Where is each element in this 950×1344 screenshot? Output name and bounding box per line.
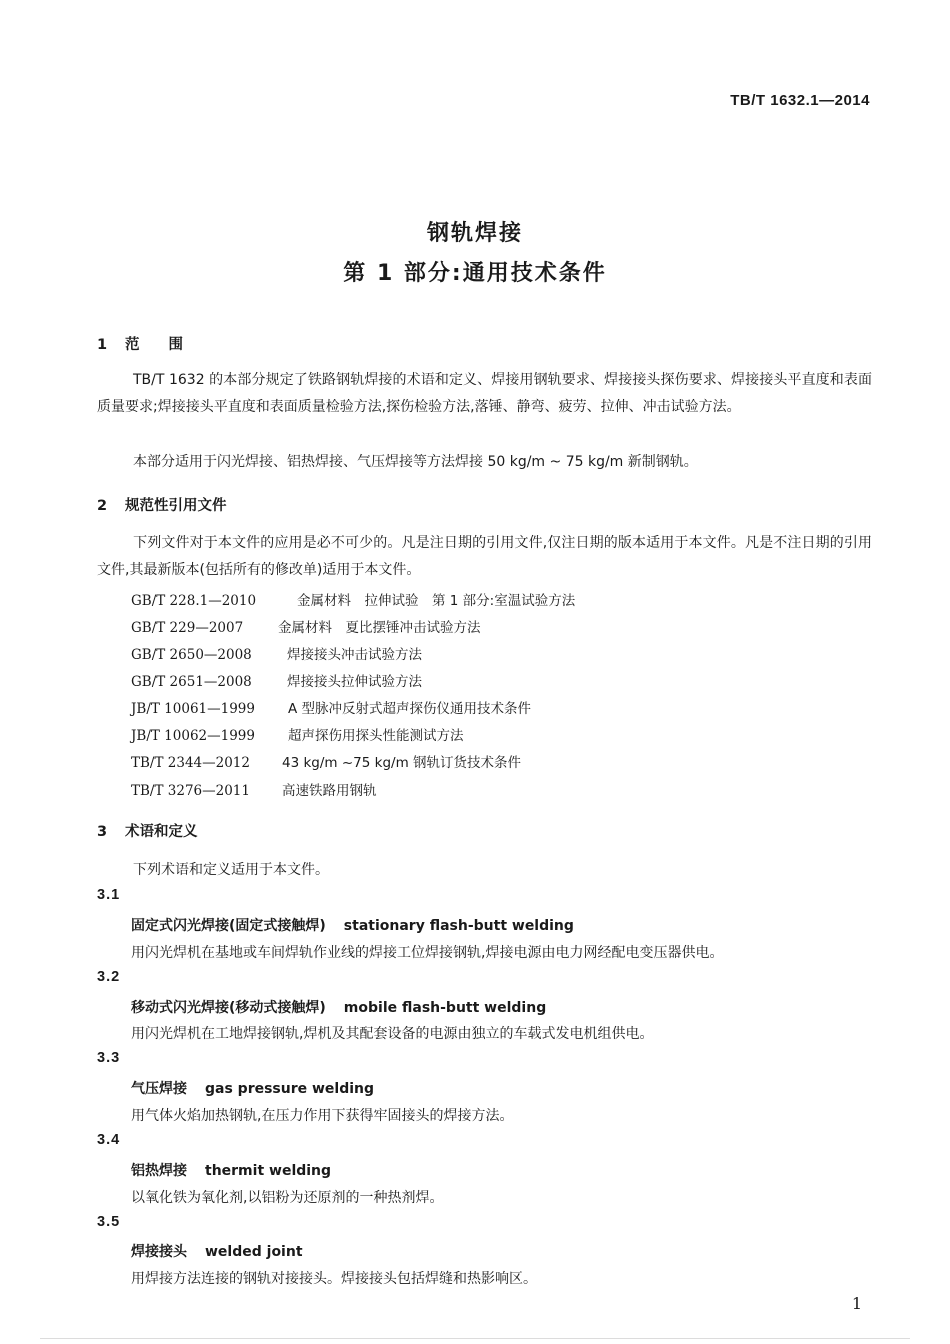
- reference-title: 焊接接头冲击试验方法: [287, 647, 422, 663]
- term-number: 3.3: [97, 1050, 121, 1066]
- term-definition: 用闪光焊机在基地或车间焊轨作业线的焊接工位焊接钢轨,焊接电源由电力网经配电变压器供电。: [131, 945, 724, 961]
- reference-title: 金属材料 拉伸试验 第 1 部分:室温试验方法: [297, 593, 576, 609]
- reference-title: 金属材料 夏比摆锤冲击试验方法: [278, 620, 481, 636]
- reference-code: GB/T 228.1—2010: [131, 593, 257, 609]
- standard-code: TB/T 1632.1—2014: [730, 92, 870, 109]
- term-english: welded joint: [205, 1244, 303, 1260]
- reference-code: TB/T 3276—2011: [131, 783, 250, 799]
- term-chinese: 铝热焊接: [131, 1163, 187, 1179]
- reference-item: [131, 670, 422, 690]
- paragraph-text: TB/T 1632 的本部分规定了铁路钢轨焊接的术语和定义、焊接用钢轨要求、焊接接头探伤要求、焊接接头平直度和表面质量要求;焊接接头平直度和表面质量检验方法,探伤检验方法,落锤、静弯、疲劳、拉伸、冲击试验方法。: [97, 372, 872, 415]
- term-english: mobile flash-butt welding: [343, 1000, 547, 1016]
- section-3-intro: 下列术语和定义适用于本文件。: [133, 862, 329, 878]
- term-definition: 用焊接方法连接的钢轨对接接头。焊接接头包括焊缝和热影响区。: [131, 1271, 537, 1287]
- reference-title: 超声探伤用探头性能测试方法: [288, 728, 464, 744]
- reference-item: [131, 589, 575, 609]
- term-chinese: 气压焊接: [131, 1081, 187, 1097]
- term-english: stationary flash-butt welding: [343, 918, 574, 934]
- term-english: thermit welding: [205, 1163, 332, 1179]
- term-chinese: 焊接接头: [131, 1244, 187, 1260]
- section-number: 2: [97, 498, 108, 514]
- reference-title: 43 kg/m ~75 kg/m 钢轨订货技术条件: [282, 755, 522, 771]
- term-name: [131, 915, 574, 935]
- reference-item: [131, 751, 521, 771]
- section-number: 3: [97, 824, 108, 840]
- term-number: 3.1: [97, 887, 121, 903]
- page-number: 1: [851, 1294, 862, 1313]
- term-definition: 用闪光焊机在工地焊接钢轨,焊机及其配套设备的电源由独立的车载式发电机组供电。: [131, 1026, 654, 1042]
- section-1-heading: [97, 333, 183, 354]
- reference-title: 焊接接头拉伸试验方法: [287, 674, 422, 690]
- reference-code: JB/T 10061—1999: [131, 701, 255, 717]
- term-definition: 以氧化铁为氧化剂,以铝粉为还原剂的一种热剂焊。: [131, 1190, 444, 1206]
- reference-item: [131, 697, 531, 717]
- section-1-paragraph-2: [97, 449, 872, 476]
- section-title: 术语和定义: [125, 824, 198, 840]
- paragraph-text: 下列文件对于本文件的应用是必不可少的。凡是注日期的引用文件,仅注日期的版本适用于本文件。凡是不注日期的引用文件,其最新版本(包括所有的修改单)适用于本文件。: [97, 535, 872, 578]
- section-1-paragraph-1: [97, 367, 872, 421]
- term-name: [131, 1160, 331, 1180]
- term-definition: 用气体火焰加热钢轨,在压力作用下获得牢固接头的焊接方法。: [131, 1108, 514, 1124]
- reference-item: [131, 724, 464, 744]
- term-english: gas pressure welding: [205, 1081, 375, 1097]
- term-number: 3.5: [97, 1214, 121, 1230]
- reference-item: [131, 779, 377, 799]
- section-title: 规范性引用文件: [125, 498, 227, 514]
- paragraph-text: 本部分适用于闪光焊接、铝热焊接、气压焊接等方法焊接 50 kg/m ~ 75 kg/m 新制钢轨。: [133, 454, 698, 470]
- section-2-intro: [97, 530, 872, 584]
- term-name: [131, 997, 546, 1017]
- section-2-heading: [97, 494, 227, 515]
- term-name: [131, 1078, 374, 1098]
- reference-code: GB/T 229—2007: [131, 620, 244, 636]
- section-number: 1: [97, 337, 108, 353]
- section-title: 范 围: [125, 337, 183, 353]
- reference-code: TB/T 2344—2012: [131, 755, 250, 771]
- term-number: 3.2: [97, 969, 121, 985]
- section-3-heading: [97, 820, 198, 841]
- reference-code: JB/T 10062—1999: [131, 728, 255, 744]
- reference-item: [131, 643, 422, 663]
- reference-code: GB/T 2651—2008: [131, 674, 252, 690]
- reference-title: 高速铁路用钢轨: [282, 783, 377, 799]
- term-number: 3.4: [97, 1132, 121, 1148]
- document-subtitle: 第 1 部分:通用技术条件: [343, 261, 607, 286]
- term-name: [131, 1241, 303, 1261]
- reference-title: A 型脉冲反射式超声探伤仪通用技术条件: [288, 701, 532, 717]
- reference-code: GB/T 2650—2008: [131, 647, 252, 663]
- term-chinese: 移动式闪光焊接(移动式接触焊): [131, 1000, 326, 1016]
- term-chinese: 固定式闪光焊接(固定式接触焊): [131, 918, 326, 934]
- reference-item: [131, 616, 481, 636]
- document-title: 钢轨焊接: [426, 221, 523, 246]
- bottom-rule: [40, 1338, 910, 1339]
